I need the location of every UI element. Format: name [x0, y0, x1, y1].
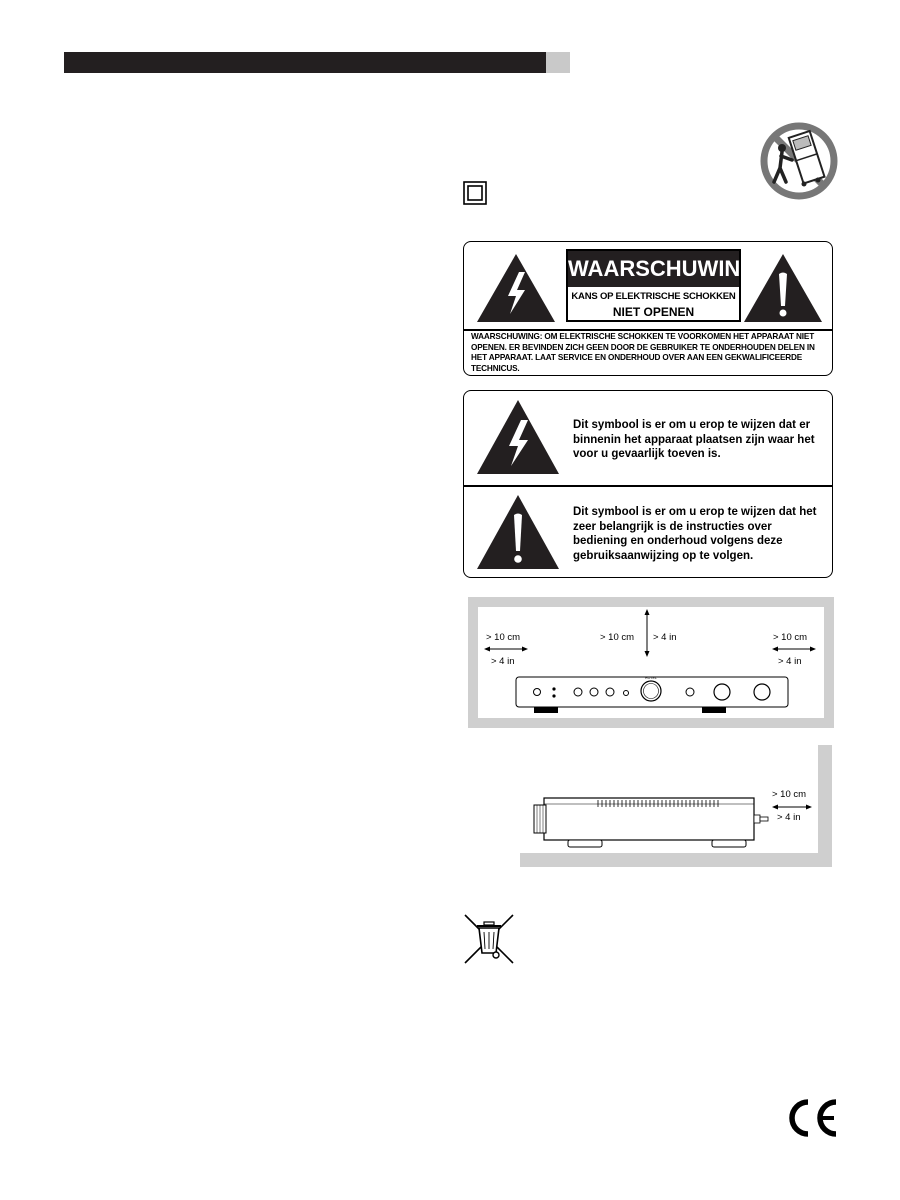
- brand-label: ROTEL: [645, 676, 657, 680]
- symbol-divider: [464, 485, 832, 487]
- front-top-in: > 4 in: [653, 632, 677, 643]
- crossed-bin-icon: [463, 913, 515, 965]
- lightning-symbol-text: Dit symbool is er om u erop te wijzen dat er binnenin het apparaat plaatsen zijn waar het voor u gevaarlijk toeven is.: [573, 419, 815, 460]
- header-bar: [64, 52, 546, 73]
- warning-divider: [464, 329, 832, 331]
- warning-text: WAARSCHUWING: OM ELEKTRISCHE SCHOKKEN TE VOORKOMEN HET APPARAAT NIET OPENEN. ER BEVINDEN ZICH GEEN DOOR DE GEBRUIKER TE ONDERHOUDEN DELEN IN HET APPARAAT. LAAT SERVICE EN ONDERHOUD OVER AAN EEN GEKWALIFICEERDE TECHNICUS.: [471, 332, 815, 373]
- lightning-symbol-icon: [475, 398, 561, 476]
- front-top-cm: > 10 cm: [600, 632, 635, 643]
- warning-title: WAARSCHUWING: [568, 251, 739, 287]
- front-left-in: > 4 in: [491, 656, 515, 667]
- amplifier-front: [516, 676, 788, 713]
- front-left-cm: > 10 cm: [486, 632, 521, 643]
- lightning-warning-icon: [475, 252, 557, 324]
- front-right-cm: > 10 cm: [773, 632, 808, 643]
- exclamation-symbol-text: Dit symbool is er om u erop te wijzen dat het zeer belangrijk is de instructies over bediening en onderhoud volgens deze gebruiksaanwijzing op te volgen.: [573, 506, 817, 562]
- side-rear-cm: > 10 cm: [772, 789, 807, 800]
- exclamation-symbol-icon: [475, 493, 561, 571]
- no-cart-tip-icon: [760, 122, 838, 200]
- warning-do-not-open: NIET OPENEN: [612, 305, 695, 319]
- side-clearance-diagram: [520, 745, 832, 867]
- ce-mark-icon: [786, 1098, 838, 1138]
- amplifier-side: [534, 798, 768, 847]
- side-rear-in: > 4 in: [777, 812, 801, 823]
- front-right-in: > 4 in: [778, 656, 802, 667]
- warning-sign: [566, 249, 758, 322]
- warning-subtitle: KANS OP ELEKTRISCHE SCHOKKEN: [571, 291, 736, 302]
- header-bar-end: [546, 52, 570, 73]
- double-square-icon: [463, 181, 487, 205]
